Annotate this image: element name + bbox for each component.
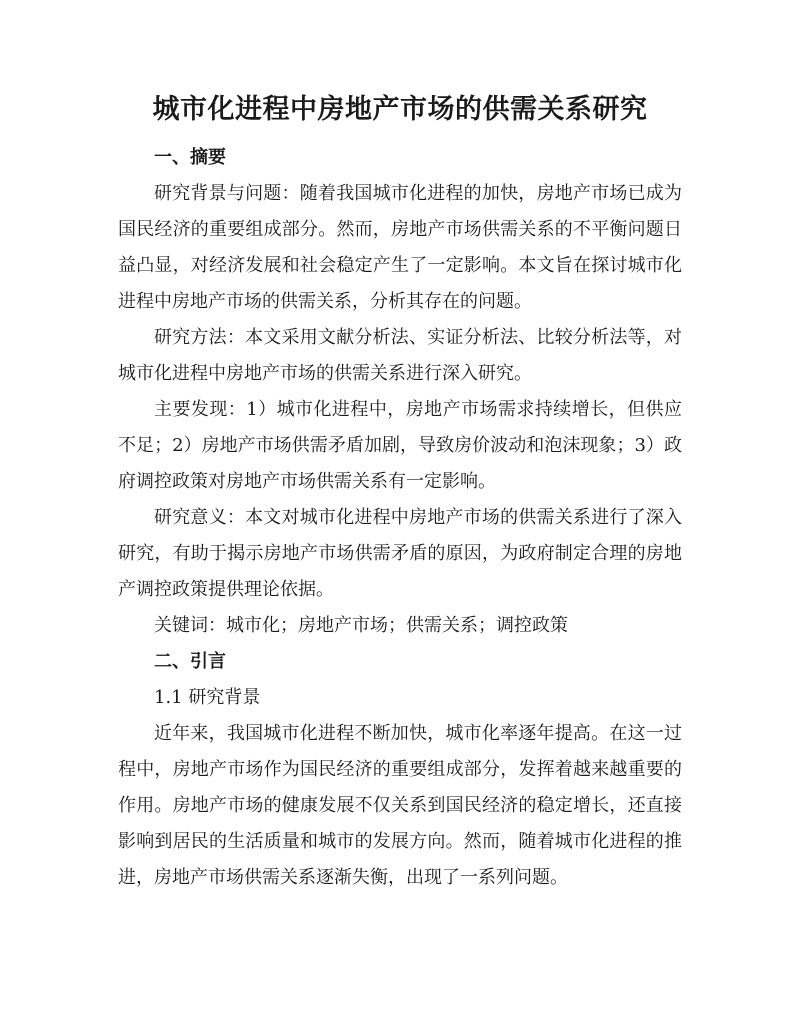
- abstract-background-paragraph: 研究背景与问题：随着我国城市化进程的加快，房地产市场已成为国民经济的重要组成部分。然而，房地产市场供需关系的不平衡问题日益凸显，对经济发展和社会稳定产生了一定影响。本文旨在探讨城市化进程中房地产市场的供需关系，分析其存在的问题。: [118, 183, 682, 312]
- keywords-line: 关键词：城市化；房地产市场；供需关系；调控政策: [154, 615, 568, 636]
- abstract-significance-paragraph: 研究意义：本文对城市化进程中房地产市场的供需关系进行了深入研究，有助于揭示房地产市场供需矛盾的原因，为政府制定合理的房地产调控政策提供理论依据。: [118, 507, 682, 600]
- section-heading-abstract: 一、摘要: [154, 147, 226, 168]
- abstract-methods-paragraph: 研究方法：本文采用文献分析法、实证分析法、比较分析法等，对城市化进程中房地产市场的供需关系进行深入研究。: [118, 327, 682, 384]
- abstract-findings-paragraph: 主要发现：1）城市化进程中，房地产市场需求持续增长，但供应不足；2）房地产市场供需矛盾加剧，导致房价波动和泡沫现象；3）政府调控政策对房地产市场供需关系有一定影响。: [118, 399, 682, 492]
- section-heading-intro: 二、引言: [154, 651, 226, 672]
- document-title: 城市化进程中房地产市场的供需关系研究: [152, 94, 648, 125]
- intro-body-paragraph: 近年来，我国城市化进程不断加快，城市化率逐年提高。在这一过程中，房地产市场作为国民经济的重要组成部分，发挥着越来越重要的作用。房地产市场的健康发展不仅关系到国民经济的稳定增长，还直接影响到居民的生活质量和城市的发展方向。然而，随着城市化进程的推进，房地产市场供需关系逐渐失衡，出现了一系列问题。: [118, 723, 682, 888]
- subsection-heading-background: 1.1 研究背景: [154, 687, 261, 708]
